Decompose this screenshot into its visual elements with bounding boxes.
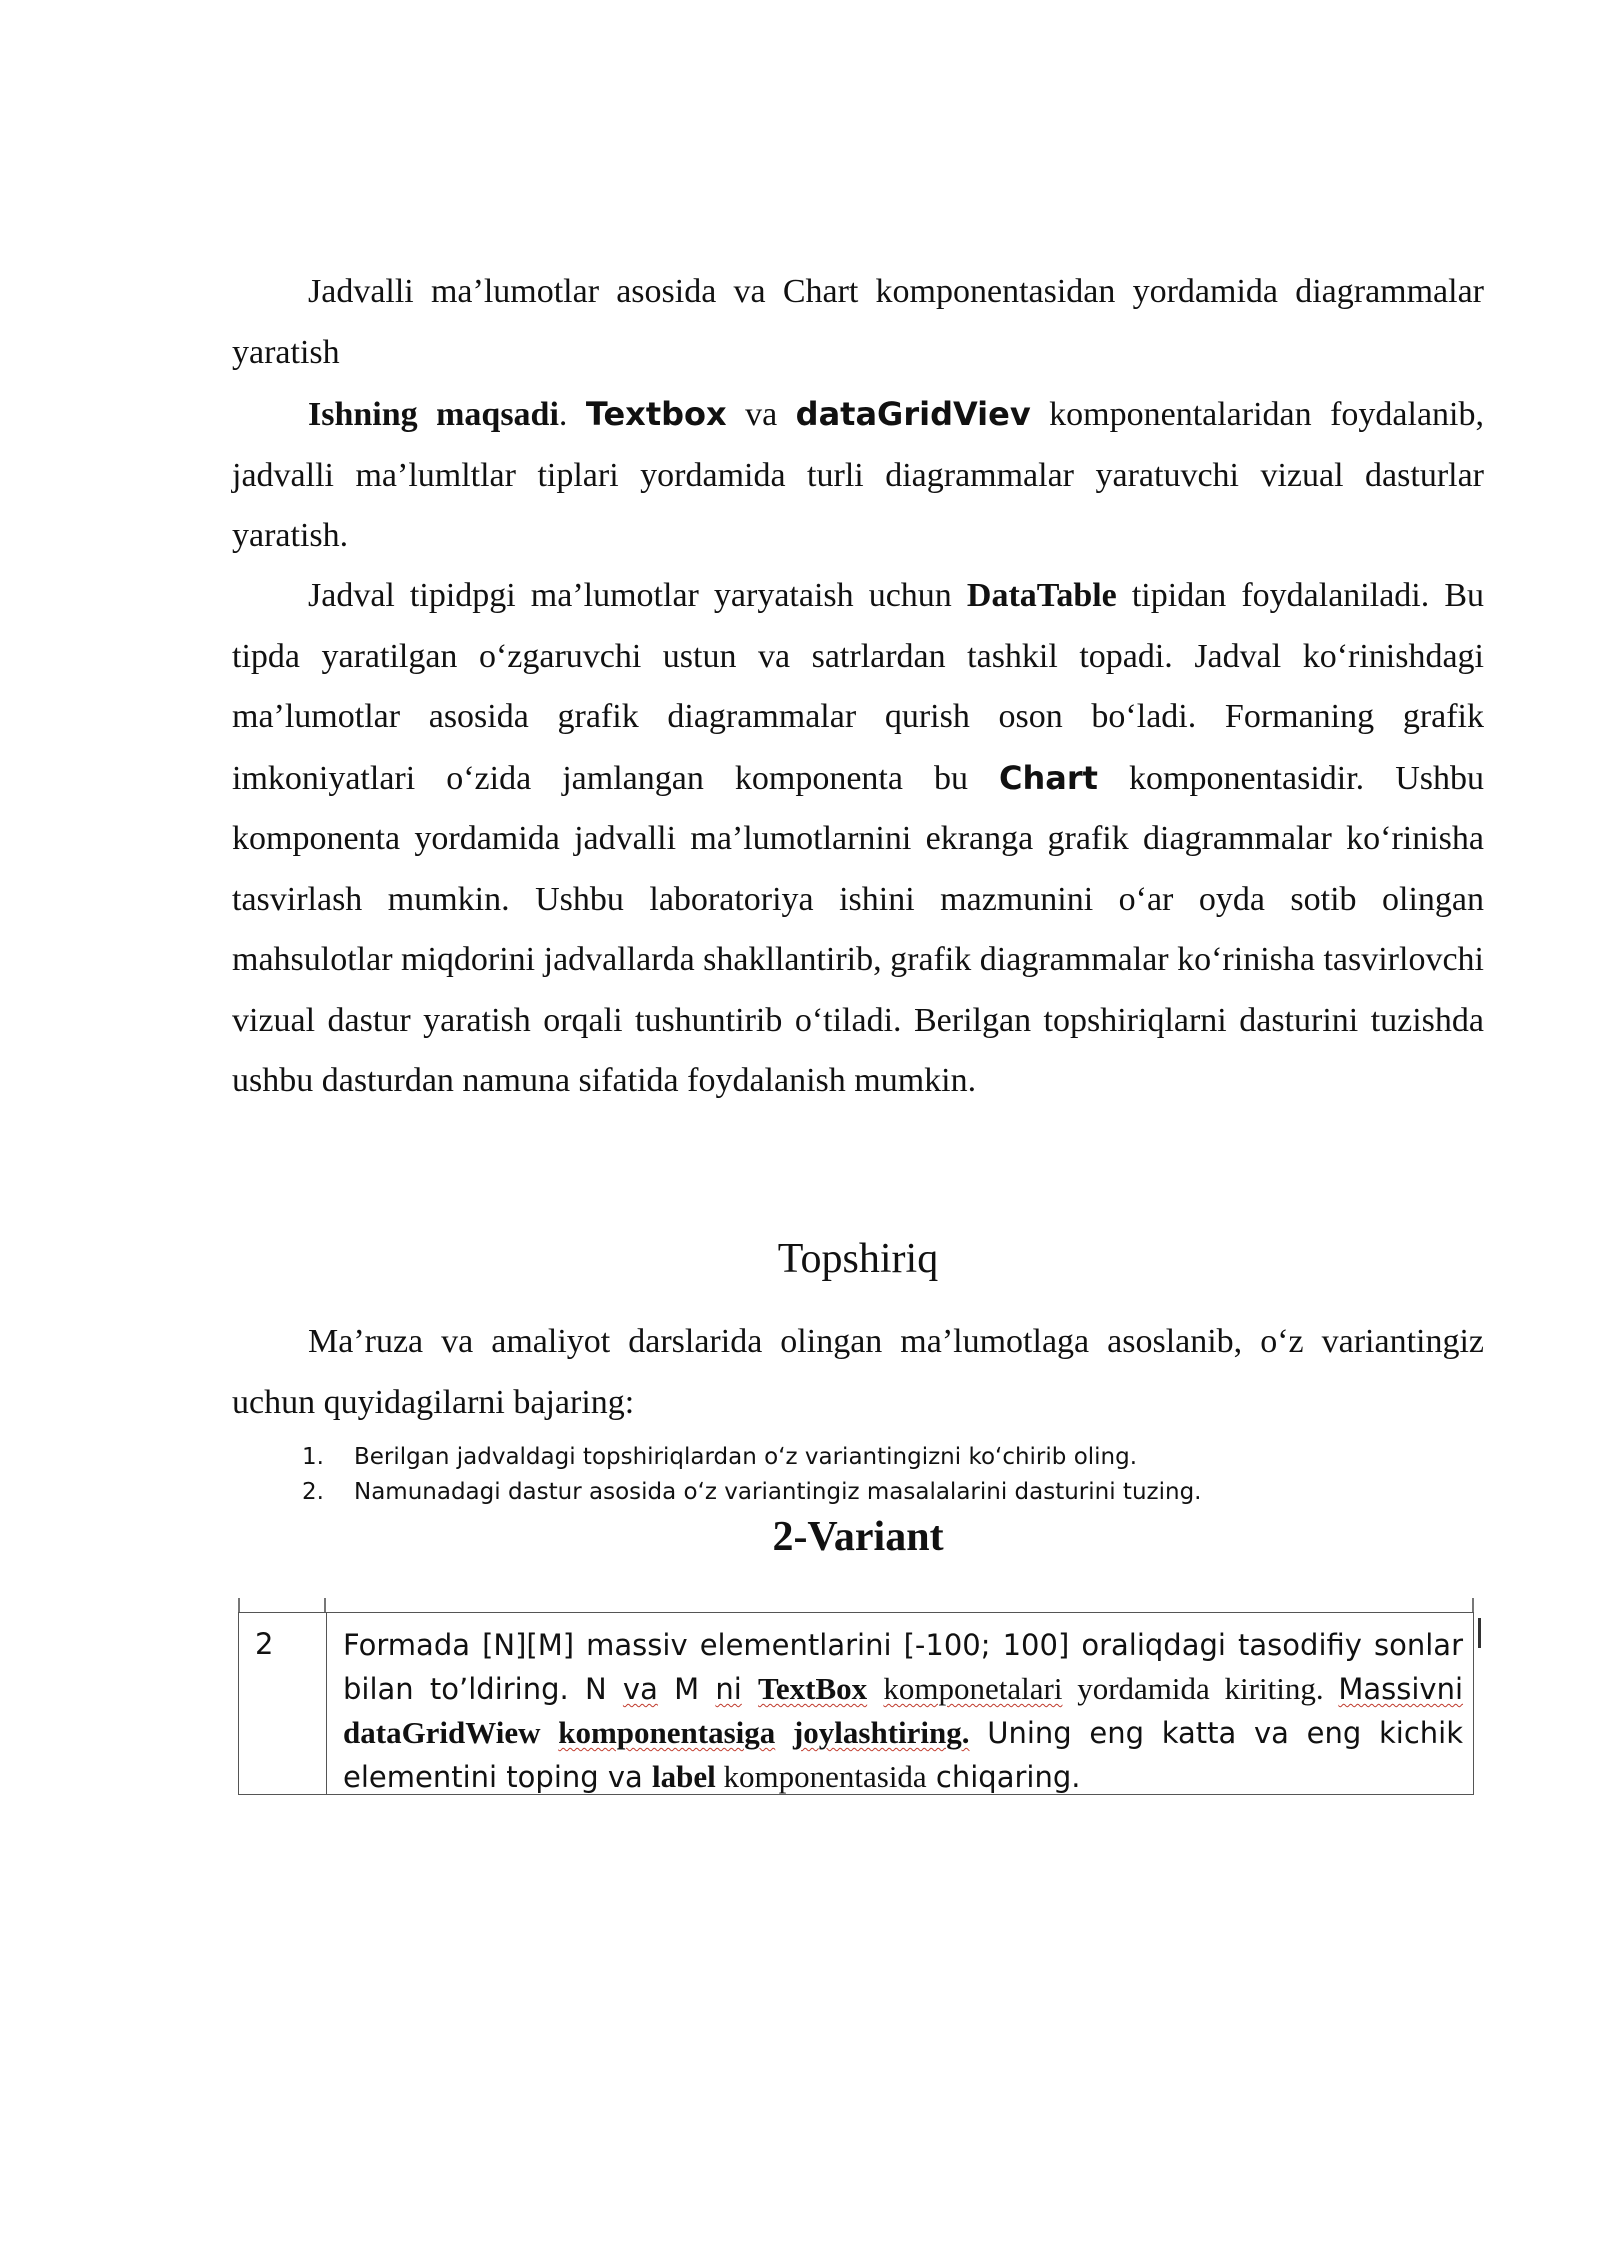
list-item [302, 1475, 1201, 1510]
body-part3: komponentasidir. Ushbu komponenta yordamida jadvalli ma’lumotlarnini ekranga grafik diagrammalar koʻrinisha tasvirlash mumkin. Ushbu laboratoriya ishini mazmunini oʻar oyda sotib olingan mahsulotlar miqdorini jadvallarda shakllantirib, grafik diagrammalar koʻrinisha tasvirlovchi vizual dastur yaratish orqali tushuntirib oʻtiladi. Berilgan topshiriqlarni dasturini tuzishda ushbu dasturdan namuna sifatida foydalanish mumkin. [232, 759, 1484, 1099]
task-word-komponetalari: komponetalari [883, 1671, 1063, 1706]
task-word-massivni: Massivni [1338, 1672, 1464, 1706]
datatable-term: DataTable [966, 577, 1117, 614]
task-term-label: label [652, 1759, 716, 1794]
cursor-mark [1478, 1618, 1481, 1648]
textbox-term: Textbox [585, 395, 727, 433]
task-word-va: va [622, 1672, 658, 1706]
variant-table [238, 1612, 1474, 1795]
list-item-number: 1. [302, 1444, 324, 1470]
task-term-datagridwiew: dataGridWiew [343, 1715, 541, 1750]
title-paragraph [232, 262, 1484, 383]
task-intro-text: Ma’ruza va amaliyot darslarida olingan ma’lumotlaga asoslanib, oʻz variantingiz uchun quyidagilarni bajaring: [232, 1323, 1484, 1421]
task-text-10 [716, 1759, 724, 1794]
task-term-textbox: TextBox [758, 1671, 868, 1706]
table-task-cell [343, 1623, 1463, 1799]
task-text-5: yordamida kiriting. [1062, 1671, 1339, 1706]
variant-heading: 2-Variant [772, 1514, 944, 1560]
table-number-cell [239, 1613, 327, 1794]
goal-dot: . [558, 396, 586, 433]
goal-lead: Ishning maqsadi [308, 396, 559, 433]
table-top-remnant [238, 1598, 1474, 1612]
list-item-number: 2. [302, 1479, 324, 1505]
task-text-4 [867, 1672, 883, 1706]
task-text-9: Uning eng katta va eng kichik elementini toping va [343, 1716, 1464, 1794]
table-row-number: 2 [255, 1627, 274, 1661]
task-text-12: chiqaring. [926, 1760, 1081, 1794]
task-heading: Topshiriq [777, 1236, 939, 1282]
title-text: Jadvalli ma’lumotlar asosida va Chart komponentasidan yordamida diagrammalar yaratish [232, 273, 1484, 371]
datagridviev-term: dataGridViev [795, 395, 1031, 433]
list-item [302, 1440, 1201, 1475]
body-part1: Jadval tipidpgi ma’lumotlar yaryataish uchun [308, 577, 967, 614]
list-item-text: Namunadagi dastur asosida oʻz variantingiz masalalarini dasturini tuzing. [354, 1479, 1202, 1505]
goal-va: va [726, 396, 796, 433]
task-word-joylashtiring: joylashtiring. [792, 1715, 970, 1750]
list-item-text: Berilgan jadvaldagi topshiriqlardan oʻz variantingizni koʻchirib oling. [354, 1444, 1138, 1470]
task-word-komponentasiga: komponentasiga [558, 1715, 776, 1750]
task-word-komponentasida: komponentasida [723, 1759, 927, 1794]
task-text-2: M [657, 1672, 716, 1706]
body-paragraph [232, 566, 1484, 1112]
task-text-7 [541, 1716, 559, 1750]
task-text-8 [775, 1716, 793, 1750]
task-word-ni: ni [715, 1672, 742, 1706]
body-part2: tipidan foydalaniladi. Bu tipda yaratilgan oʻzgaruvchi ustun va satrlardan tashkil topadi. Jadval koʻrinishdagi ma’lumotlar asosida grafik diagrammalar qurish oson boʻladi. Formaning grafik imkoniyatlari oʻzida jamlangan komponenta bu [232, 577, 1484, 797]
task-intro-paragraph [232, 1312, 1484, 1433]
goal-rest: komponentalaridan foydalanib, jadvalli ma’lumltlar tiplari yordamida turli diagrammalar yaratuvchi vizual dasturlar yaratish. [232, 396, 1484, 554]
chart-term: Chart [999, 758, 1098, 797]
task-text-1: Formada [N][M] massiv elementlarini [-100; 100] oraliqdagi tasodifiy sonlar bilan to’ldiring. N [343, 1628, 1463, 1706]
task-list [302, 1440, 1201, 1510]
goal-paragraph [232, 384, 1484, 567]
task-text-3 [742, 1672, 758, 1706]
